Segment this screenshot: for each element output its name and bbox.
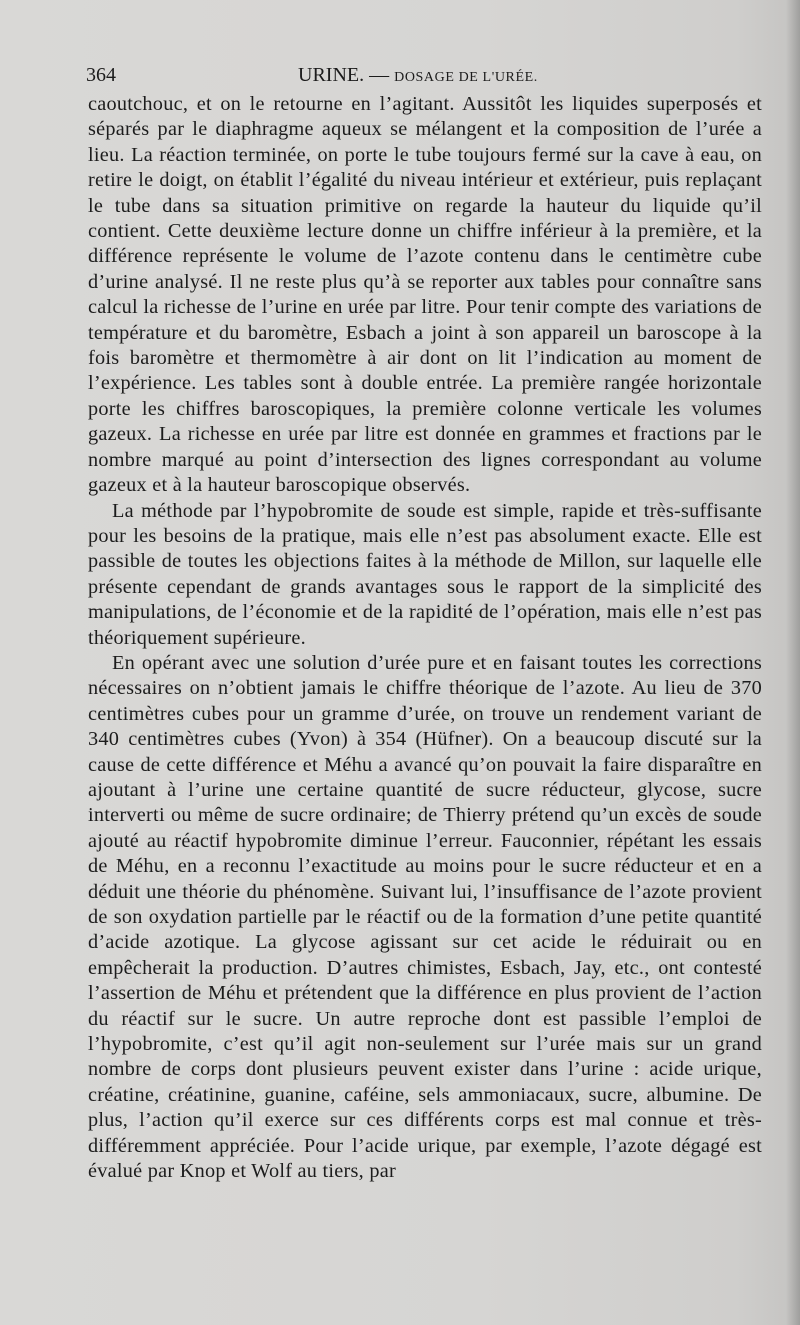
paragraph-hypobromite-method: La méthode par l’hypobromite de soude est simple, rapide et très-suffisante pour les besoins de la pratique, mais elle n’est pas absolument exacte. Elle est passible de toutes les objections faites à la méthode de Millon, sur laquelle elle présente cependant de grands avantages sous le rapport de la simplicité des manipulations, de l’économie et de la rapidité de l’opération, mais elle n’est pas théoriquement supérieure. [88, 499, 762, 649]
running-header [86, 62, 762, 88]
body-text [88, 92, 762, 1184]
running-title-main: URINE. [298, 64, 365, 86]
page-edge-shadow [786, 0, 800, 1325]
running-title-dash: — [369, 64, 390, 86]
page-number: 364 [86, 64, 116, 86]
paragraph-urea-solution: En opérant avec une solution d’urée pure et en faisant toutes les corrections nécessaires on n’obtient jamais le chiffre théorique de l’azote. Au lieu de 370 centimètres cubes pour un gramme d’urée, on trouve un rendement variant de 340 centimètres cubes (Yvon) à 354 (Hüfner). On a beaucoup discuté sur la cause de cette différence et Méhu a avancé qu’on pouvait la faire disparaître en ajoutant à l’urine une certaine quantité de sucre réducteur, glycose, sucre interverti ou même de sucre ordinaire; de Thierry prétend qu’un excès de soude ajouté au réactif hypobromite diminue l’erreur. Fauconnier, répétant les essais de Méhu, en a reconnu l’exactitude au moins pour le sucre réducteur et en a déduit une théorie du phénomène. Suivant lui, l’insuffisance de l’azote provient de son oxydation partielle par le réactif ou de la formation d’une petite quantité d’acide azotique. La glycose agissant sur cet acide le réduirait ou en empêcherait la production. D’autres chimistes, Esbach, Jay, etc., ont contesté l’assertion de Méhu et prétendent que la différence en plus provient de l’action du réactif sur le sucre. Un autre reproche dont est passible l’emploi de l’hypobromite, c’est qu’il agit non-seulement sur l’urée mais sur un grand nombre de corps dont plusieurs peuvent exister dans l’urine : acide urique, créatine, créatinine, guanine, caféine, sels ammoniacaux, sucre, albumine. De plus, l’action qu’il exerce sur ces différents corps est mal connue et très-différemment appréciée. Pour l’acide urique, par exemple, l’azote dégagé est évalué par Knop et Wolf au tiers, par [88, 651, 762, 1183]
running-title [298, 62, 538, 91]
running-title-sub: DOSAGE DE L'URÉE. [394, 70, 538, 85]
paragraph-continuation: caoutchouc, et on le retourne en l’agitant. Aussitôt les liquides superposés et séparés par le diaphragme aqueux se mélangent et la composition de l’urée a lieu. La réaction terminée, on porte le tube toujours fermé sur la cave à eau, on retire le doigt, on établit l’égalité du niveau intérieur et extérieur, puis replaçant le tube dans sa situation primitive on regarde la hauteur du liquide qu’il contient. Cette deuxième lecture donne un chiffre inférieur à la première, et la différence représente le volume de l’azote contenu dans le centimètre cube d’urine analysé. Il ne reste plus qu’à se reporter aux tables pour connaître sans calcul la richesse de l’urine en urée par litre. Pour tenir compte des variations de température et du baromètre, Esbach a joint à son appareil un baroscope à la fois baromètre et thermomètre à air dont on lit l’indication au moment de l’expérience. Les tables sont à double entrée. La première rangée horizontale porte les chiffres baroscopiques, la première colonne verticale les volumes gazeux. La richesse en urée par litre est donnée en grammes et fractions par le nombre marqué au point d’intersection des lignes correspondant au volume gazeux et à la hauteur baroscopique observés. [88, 93, 762, 497]
